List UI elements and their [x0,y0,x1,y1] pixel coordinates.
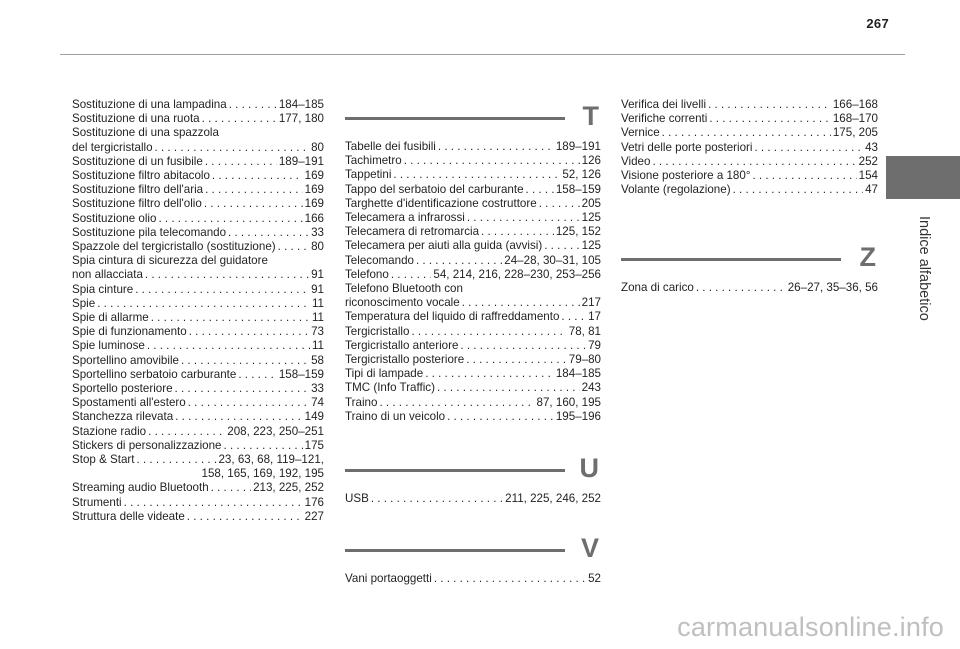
dot-leader [393,168,560,182]
index-entry-term: Sostituzione filtro dell'olio [72,197,202,211]
dot-leader [187,510,303,524]
index-entry-pages: 149 [304,410,324,424]
index-entry-term: Tergicristallo [345,324,410,338]
dot-leader [709,112,831,126]
dot-leader [411,325,566,339]
index-entry-term: Strumenti [72,495,122,509]
index-entry-term: Sostituzione di una lampadina [72,98,227,111]
index-entry-pages: 205 [581,196,601,210]
index-entry [621,183,878,197]
index-entry-term: Tabelle dei fusibili [345,140,436,153]
index-entry [345,268,601,282]
dot-leader [379,396,534,410]
dot-leader [438,140,554,154]
letter-heading-z [621,241,878,279]
dot-leader [124,496,303,510]
dot-leader [224,439,303,453]
index-entry-term: Sostituzione di un fusibile [72,154,203,168]
index-entry-pages: 58 [311,353,324,367]
index-entry-pages: 24–28, 30–31, 105 [504,253,601,267]
index-entry-pages: 54, 214, 216, 228–230, 253–256 [433,267,601,281]
section-t-entries [345,140,601,424]
index-entry-pages: 169 [304,197,324,211]
dot-leader [155,141,310,155]
dot-leader [404,154,580,168]
index-entry [72,496,324,510]
index-entry-pages: 169 [304,183,324,197]
index-entry-term: Verifica dei livelli [621,98,707,111]
dot-leader [481,225,554,239]
index-entry-pages: 126 [581,154,601,168]
watermark: carmanualsonline.info [677,612,944,642]
index-entry-pages: 11 [311,296,324,310]
index-entry-pages: 189–191 [555,140,601,153]
index-entry [72,339,324,353]
dot-leader [437,381,580,395]
index-entry-pages: 211, 225, 246, 252 [505,492,601,506]
dot-leader [467,211,580,225]
dot-leader [212,169,303,183]
dot-leader [158,212,302,226]
index-entry [345,325,601,339]
index-entry-pages: 26–27, 35–36, 56 [787,281,878,295]
index-entry-pages: 166–168 [832,98,878,111]
dot-leader [151,311,310,325]
index-entry [345,572,601,586]
index-entry-term: Sportello posteriore [72,382,173,396]
index-entry-pages: 47 [865,183,878,197]
index-entry [72,297,324,311]
dot-leader [97,297,310,311]
dot-leader [434,572,586,586]
index-entry-pages: 213, 225, 252 [253,481,324,495]
section-v-continued-entries [621,98,878,197]
dot-leader [148,425,225,439]
dot-leader [211,481,251,495]
letter-v: V [580,533,599,564]
index-entry [345,154,601,168]
dot-leader [229,98,277,112]
index-entry-pages: 177, 180 [278,112,324,126]
dot-leader [708,98,831,112]
index-entry [72,112,324,126]
index-entry-term: Sportellino amovibile [72,353,179,367]
index-entry-term: TMC (Info Traffic) [345,381,435,395]
letter-bar [621,258,841,261]
index-entry [345,197,601,211]
index-entry-pages: 80 [311,240,324,254]
dot-leader [147,339,310,353]
index-entry [72,155,324,169]
dot-leader [733,183,864,197]
index-entry-term: Spostamenti all'estero [72,396,186,410]
dot-leader [238,368,277,382]
dot-leader [188,396,309,410]
index-entry-term: Telecamera per aiuti alla guida (avvisi) [345,239,543,253]
index-entry-pages: 125 [581,211,601,225]
index-entry [72,425,324,439]
index-column-3 [621,98,878,296]
index-entry-term: non allacciata [72,268,143,282]
index-entry-pages: 158–159 [555,182,601,196]
index-entry [621,98,878,112]
index-entry-pages: 52, 126 [562,168,601,182]
dot-leader [135,283,309,297]
dot-leader [652,155,856,169]
index-entry [345,140,601,154]
index-entry-term: Stazione radio [72,424,147,438]
index-entry-term: Vernice [621,126,660,140]
index-entry-pages: 80 [311,140,324,154]
section-v-entries [345,572,601,586]
index-entry [72,240,324,254]
index-entry-pages: 17 [588,310,601,324]
index-column-1 [72,98,324,524]
index-entry-term: Spie di funzionamento [72,325,187,339]
letter-heading-u [345,452,601,490]
letter-bar [345,469,565,472]
index-entry [621,169,878,183]
index-entry-term: Temperatura del liquido di raffreddamento [345,310,560,324]
index-entry [72,325,324,339]
dot-leader [278,240,309,254]
index-entry [345,211,601,225]
index-entry [72,183,324,197]
index-entry-pages: 73 [311,325,324,339]
dot-leader [696,281,786,295]
index-entry-term: Struttura delle videate [72,509,185,523]
index-entry [72,311,324,325]
index-entry-term: Tipi di lampade [345,367,424,381]
index-entry-term: Sportellino serbatoio carburante [72,367,237,381]
index-entry-term: Visione posteriore a 180° [621,169,751,183]
index-entry [72,354,324,368]
index-entry [345,296,601,310]
dot-leader [205,183,303,197]
index-entry [621,126,878,140]
page-number: 267 [866,16,889,31]
dot-leader [391,268,432,282]
dot-leader [462,296,580,310]
index-entry-pages: 184–185 [555,367,601,381]
index-entry-term: Stop & Start [72,453,135,467]
index-entry-pages: 43 [865,140,878,154]
index-entry-pages: 175 [304,438,324,452]
dot-leader [371,492,503,506]
index-entry [621,281,878,295]
index-entry-pages: 78, 81 [568,324,601,338]
index-entry-term: Telecamera di retromarcia [345,225,480,239]
dot-leader [561,310,586,324]
index-entry-term: Spazzole del tergicristallo (sostituzione) [72,240,276,254]
dot-leader [662,126,831,140]
index-entry-pages: 166 [304,211,324,225]
index-entry-term: del tergicristallo [72,140,153,154]
index-entry-pages: 79–80 [568,353,601,367]
index-entry-term: Tachimetro [345,154,402,168]
index-entry-term: Traino di un veicolo [345,409,446,423]
index-entry-pages: 189–191 [278,154,324,168]
index-entry [345,183,601,197]
index-entry-pages: 33 [311,382,324,396]
letter-t: T [582,101,599,131]
letter-bar [345,117,565,120]
index-entry-pages: 243 [581,381,601,395]
index-entry-term: Tergicristallo anteriore [345,338,459,352]
index-entry [72,169,324,183]
index-entry [345,367,601,381]
index-entry [345,254,601,268]
index-entry [72,481,324,495]
letter-z: Z [859,242,876,273]
index-entry [72,226,324,240]
index-entry-term: Verifiche correnti [621,112,708,126]
index-entry-pages: 217 [581,296,601,310]
index-entry-term: Volante (regolazione) [621,183,731,197]
dot-leader [189,325,309,339]
index-entry [72,283,324,297]
letter-bar [345,549,565,552]
dot-leader [181,354,309,368]
index-entry-term: Sostituzione olio [72,211,157,225]
index-entry [621,112,878,126]
index-entry [72,98,324,112]
index-entry-pages: 23, 63, 68, 119–121, [218,453,324,467]
index-entry-term: Spie [72,296,96,310]
index-entry [345,225,601,239]
index-entry-pages: 91 [311,268,324,282]
index-entry-pages: 11 [311,311,324,325]
index-entry-term: Stanchezza rilevata [72,410,174,424]
index-entry-term: Vani portaoggetti [345,572,432,586]
index-entry-pages: 87, 160, 195 [536,395,601,409]
dot-leader [175,410,302,424]
index-entry-pages: 154 [858,169,878,183]
index-entry [345,492,601,506]
index-entry [345,168,601,182]
dot-leader [202,112,277,126]
index-entry [345,396,601,410]
letter-heading-t [345,100,601,138]
index-entry [72,368,324,382]
dot-leader [425,367,554,381]
dot-leader [754,141,863,155]
index-entry-pages: 208, 223, 250–251 [227,424,324,438]
index-entry-term: Tappetini [345,168,392,182]
index-entry [72,382,324,396]
section-u-entries [345,492,601,506]
dot-leader [539,197,580,211]
dot-leader [544,239,579,253]
index-entry-term: Spie di allarme [72,311,149,325]
index-entry-pages: 33 [311,225,324,239]
index-entry-pages: 169 [304,169,324,183]
index-entry-pages: 168–170 [832,112,878,126]
index-entry-pages: 125 [581,239,601,253]
index-entry-term: Stickers di personalizzazione [72,438,222,452]
index-entry [72,510,324,524]
dot-leader [460,339,586,353]
index-entry [345,339,601,353]
index-entry-term: Streaming audio Bluetooth [72,481,209,495]
index-entry-term: Traino [345,395,378,409]
index-entry-line: Sostituzione di una spazzola [72,126,219,140]
index-entry-term: Telecomando [345,253,414,267]
dot-leader [447,410,554,424]
index-entry [72,141,324,155]
index-entry-term: riconoscimento vocale [345,296,460,310]
dot-leader [526,183,554,197]
section-z-entries [621,281,878,295]
index-entry-term: Spia cinture [72,282,134,296]
index-entry-term: USB [345,492,369,506]
header-rule [60,54,905,55]
index-entry-pages: 158–159 [278,367,324,381]
index-entry-line: Telefono Bluetooth con [345,282,463,296]
index-entry-pages: 91 [311,282,324,296]
index-column-2 [345,100,601,586]
index-entry-term: Video [621,154,651,168]
index-entry [345,239,601,253]
dot-leader [204,197,303,211]
index-entry-term: Tergicristallo posteriore [345,353,465,367]
index-entry-pages: 184–185 [278,98,324,111]
index-entry [72,439,324,453]
index-entry [621,155,878,169]
index-entry [621,141,878,155]
index-entry-pages: 227 [304,509,324,523]
index-entry-term: Tappo del serbatoio del carburante [345,182,524,196]
dot-leader [466,353,567,367]
index-entry-continuation: 158, 165, 169, 192, 195 [201,467,324,481]
dot-leader [145,268,309,282]
index-entry-term: Vetri delle porte posteriori [621,140,753,154]
index-entry [72,268,324,282]
index-entry-pages: 11 [311,339,324,353]
dot-leader [416,254,502,268]
index-entry-pages: 195–196 [555,409,601,423]
index-entry-pages: 79 [588,338,601,352]
dot-leader [228,226,309,240]
index-entry-term: Targhette d'identificazione costruttore [345,196,537,210]
index-entry-term: Spie luminose [72,339,145,353]
index-entry-term: Zona di carico [621,281,694,295]
section-label: Indice alfabetico [916,216,932,321]
index-entry-pages: 125, 152 [555,225,601,239]
index-entry [345,310,601,324]
index-entry-pages: 52 [588,572,601,586]
index-entry-term: Sostituzione di una ruota [72,112,200,126]
letter-u: U [579,453,599,484]
index-entry [72,410,324,424]
index-entry [72,197,324,211]
index-entry [345,381,601,395]
index-entry-pages: 176 [304,495,324,509]
index-entry [72,212,324,226]
dot-leader [752,169,856,183]
index-entry-pages: 175, 205 [832,126,878,140]
dot-leader [175,382,310,396]
index-entry-term: Sostituzione filtro abitacolo [72,169,210,183]
index-entry-line: Spia cintura di sicurezza del guidatore [72,254,268,268]
dot-leader [137,453,217,467]
index-entry [345,353,601,367]
index-entry-term: Sostituzione pila telecomando [72,225,227,239]
index-entry [72,396,324,410]
index-entry [72,453,324,467]
index-entry [345,410,601,424]
index-entry-term: Telecamera a infrarossi [345,211,465,225]
index-entry-term: Telefono [345,267,389,281]
letter-heading-v [345,532,601,570]
dot-leader [205,155,277,169]
section-tab [886,156,960,199]
index-entry-term: Sostituzione filtro dell'aria [72,183,204,197]
index-entry-pages: 252 [858,154,878,168]
index-entry-pages: 74 [311,396,324,410]
